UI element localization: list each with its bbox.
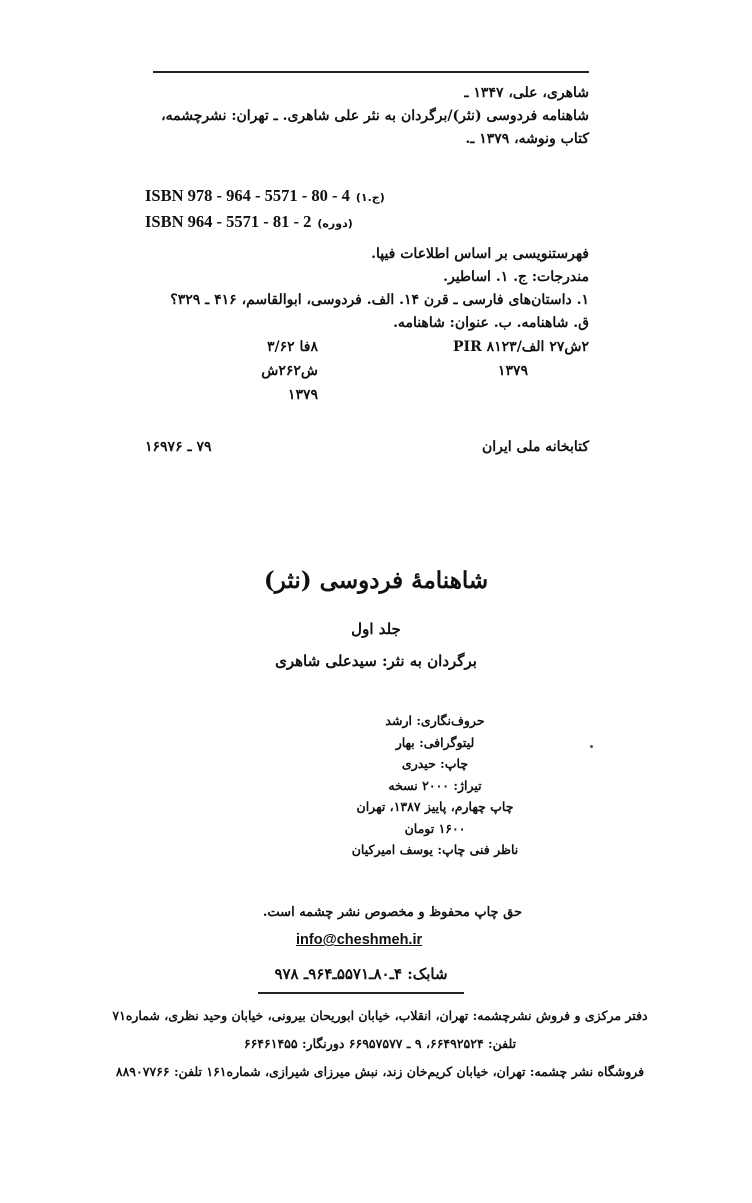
isbn-tag: (دوره)	[317, 217, 353, 230]
book-translator: برگردان به نثر: سیدعلی شاهری	[275, 652, 477, 670]
shabak-isbn: شابک: ۴ـ۸۰ـ۵۵۷۱ـ۹۶۴ـ ۹۷۸	[274, 965, 448, 983]
credit-edition: چاپ چهارم، پاییز ۱۳۸۷، تهران	[356, 799, 514, 814]
cip-publisher: کتاب ونوشه، ۱۳۷۹ ـ.	[465, 131, 589, 147]
lc-call-year: ۱۳۷۹	[497, 363, 528, 379]
lc-call-number: ۲ش۲۷ الف/۸۱۲۳ PIR	[453, 339, 589, 355]
cip-contents: مندرجات: ج. ۱. اساطیر.	[443, 269, 589, 285]
isbn-set	[145, 212, 353, 232]
stray-dot	[590, 745, 593, 748]
office-address: دفتر مرکزی و فروش نشرچشمه: تهران، انقلاب، خیابان ابوریحان بیرونی، خیابان وحید نظری، شماره۷۱	[112, 1008, 648, 1023]
credit-lithography: لیتوگرافی: بهار	[395, 734, 475, 750]
isbn-number: ISBN 964 - 5571 - 81 - 2	[145, 212, 312, 231]
credit-supervisor: ناظر فنی چاپ: یوسف امیرکیان	[351, 842, 519, 857]
isbn-tag: (ج.۱)	[355, 191, 385, 204]
publisher-email-link[interactable]: info@cheshmeh.ir	[296, 932, 423, 948]
cip-subjects-2: ق. شاهنامه. ب. عنوان: شاهنامه.	[393, 315, 589, 331]
cip-author: شاهری، علی، ۱۳۴۷ ـ	[464, 85, 589, 101]
dewey-number: ۸فا ۳/۶۲	[266, 339, 318, 355]
dewey-cutter: ش۲۶۲ش	[261, 363, 318, 379]
credits-list	[270, 710, 600, 861]
national-library: کتابخانه ملی ایران	[482, 439, 589, 455]
cip-subjects: ۱. داستان‌های فارسی ـ قرن ۱۴. الف. فردوسی، ابوالقاسم، ۴۱۶ ـ ۳۲۹؟	[170, 292, 589, 308]
credit-price: ۱۶۰۰ تومان	[404, 820, 466, 836]
cip-title: شاهنامه فردوسی (نثر)/برگردان به نثر علی شاهری. ـ تهران: نشرچشمه،	[161, 108, 589, 124]
library-number: ۷۹ ـ ۱۶۹۷۶	[145, 439, 212, 455]
shabak-rule	[258, 992, 464, 994]
credit-printing: چاپ: حیدری	[401, 756, 469, 771]
book-title: شاهنامهٔ فردوسی (نثر)	[263, 567, 489, 594]
isbn-number: ISBN 978 - 964 - 5571 - 80 - 4	[145, 186, 350, 205]
office-phones: تلفن: ۶۶۴۹۲۵۲۴، ۹ ـ ۶۶۹۵۷۵۷۷ دورنگار: ۶۶۴۶۱۴۵۵	[243, 1036, 517, 1051]
rights-notice: حق چاپ محفوظ و مخصوص نشر چشمه است.	[262, 905, 522, 920]
credit-print-run: تیراژ: ۲۰۰۰ نسخه	[388, 777, 482, 793]
top-rule	[153, 71, 589, 73]
isbn-volume-1	[145, 186, 385, 206]
credit-typesetting: حروف‌نگاری: ارشد	[385, 713, 485, 728]
dewey-year: ۱۳۷۹	[287, 387, 318, 403]
book-volume: جلد اول	[351, 620, 401, 638]
store-address: فروشگاه نشر چشمه: تهران، خیابان کریم‌خان زند، نبش میرزای شیرازی، شماره۱۶۱ تلفن: ۸۸۹۰۷۷۶۶	[115, 1064, 645, 1079]
cip-fipa-note: فهرستنویسی بر اساس اطلاعات فیپا.	[371, 246, 589, 262]
